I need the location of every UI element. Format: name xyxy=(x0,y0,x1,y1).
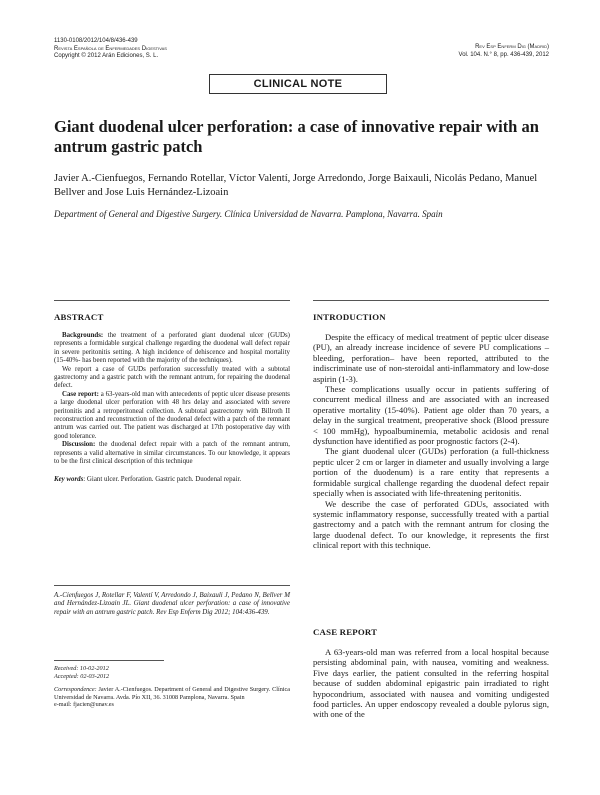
issn: 1130-0108/2012/104/8/436-439 xyxy=(54,38,138,44)
abstract-heading: ABSTRACT xyxy=(54,312,104,322)
meta-rule xyxy=(54,660,164,661)
abstract-report: We report a case of GUDs perforation successfully treated with a subtotal gastrectomy and a gastric patch with the remnant antrum, for repairing the duodenal defect. xyxy=(54,365,290,390)
volume-info: Vol. 104. N.° 8, pp. 436-439, 2012 xyxy=(458,51,549,58)
case-report-section xyxy=(313,627,549,720)
journal-name: Revista Española de Enfermedades Digestivas xyxy=(54,45,167,52)
citation: A.-Cienfuegos J, Rotellar F, Valentí V, Arredondo J, Baixauli J, Pedano N, Bellver M and Hernández-Lizoain JL. Giant duodenal ulcer perforation: a case of innovative repair with an antrum gastric patch. Rev Esp Enferm Dig 2012; 104:436-439. xyxy=(54,592,290,616)
introduction-top-rule xyxy=(313,300,549,301)
abstract-backgrounds: Backgrounds: the treatment of a perforated giant duodenal ulcer (GUDs) represents a formidable surgical challenge regarding the duodenal wall defect repair in severe peritonitis setting. A high incidence of dehiscence and hospital mortality (15-40%- has been reported with the majority of the techniques). xyxy=(54,332,290,365)
intro-paragraph-2: These complications usually occur in patients suffering of concurrent medical illness and are associated with an increased operative mortality (15-40%). Patient age older than 70 years, a delay in the surgical treatment, preoperative shock (Blood pressure < 100 mmHg), hypoalbuminemia, metabolic acidosis and renal dysfunction have identified as poor prognostic factors (2-4). xyxy=(313,384,549,447)
correspondence: Correspondence: Javier A.-Cienfuegos. Department of General and Digestive Surgery. Clínica Universidad de Navarra. Avda. Pío XII, 36. 31008 Pamplona, Navarra. Spain xyxy=(54,686,291,701)
abstract-body xyxy=(54,332,290,484)
intro-paragraph-4: We describe the case of perforated GDUs, associated with systemic inflammatory response, successfully treated with a partial gastrectomy and a patch with the remnant antrum for closing the large duodenal defect. To our knowledge, it represents the first clinical report with this technique. xyxy=(313,498,549,551)
affiliation: Department of General and Digestive Surgery. Clínica Universidad de Navarra. Pamplona, Navarra. Spain xyxy=(54,209,443,219)
introduction-body xyxy=(313,332,549,551)
authors: Javier A.-Cienfuegos, Fernando Rotellar, Víctor Valentí, Jorge Arredondo, Jorge Baixauli, Nicolás Pedano, Manuel Bellver and Jose Luis Hernández-Lizoain xyxy=(54,173,538,198)
article-title: Giant duodenal ulcer perforation: a case of innovative repair with an antrum gastric patch xyxy=(54,117,539,156)
copyright: Copyright © 2012 Arán Ediciones, S. L. xyxy=(54,53,159,59)
journal-header-right xyxy=(459,44,549,59)
introduction-section xyxy=(313,300,549,551)
keywords: Key words: Giant ulcer. Perforation. Gastric patch. Duodenal repair. xyxy=(54,475,242,483)
abstract-discussion: Discussion: the duodenal defect repair with a patch of the remnant antrum, represents a valid alternative in similar circumstances. To our knowledge, it appears to be the first clinical description of this technique xyxy=(54,441,290,466)
received-date: Received: 10-02-2012 xyxy=(54,665,109,672)
introduction-heading: INTRODUCTION xyxy=(313,312,386,322)
abstract-case: Case report: a 63-years-old man with antecedents of peptic ulcer disease presents a large duodenal ulcer perforation with 48 hrs delay and associated with severe peritonitis and a retroperitoneal collection. A subtotal gastrectomy with Billroth II reconstruction and reconstruction of the duodenal defect with a patch of the remnant antrum was carried out. The patient was discharged at 17th postoperative day with good tolerance. xyxy=(54,390,290,440)
journal-abbreviation: Rev Esp Enferm Dig (Madrid) xyxy=(475,44,549,50)
meta-block xyxy=(54,660,290,709)
intro-paragraph-3: The giant duodenal ulcer (GUDs) perforation (a full-thickness peptic ulcer 2 cm or larger in diameter and usually involving a large portion of the duodenum) is a rare entity that represents a formidable surgical challenge regarding the duodenal defect repair specially when is associated with life-threatening peritonitis. xyxy=(313,446,549,499)
case-report-heading: CASE REPORT xyxy=(313,627,378,637)
abstract-top-rule xyxy=(54,300,290,301)
abstract-section xyxy=(54,300,290,484)
accepted-date: Accepted: 02-03-2012 xyxy=(54,672,110,680)
citation-rule xyxy=(54,585,290,586)
citation-block xyxy=(54,585,290,617)
section-label: CLINICAL NOTE xyxy=(209,74,387,94)
case-paragraph-1: A 63-years-old man was referred from a local hospital because persisting abdominal pain, with nausea, vomiting and weakness. Five days earlier, the patient consulted in the referring hospital because of sudden abdominal epigastric pain irradiated to right hypocondrium, associated with nausea and vomiting undigested food particles. An upper endoscopy revealed a double pylorus sign, with one of the xyxy=(313,647,549,720)
journal-header-left xyxy=(54,38,167,61)
correspondence-email: e-mail: fjacien@unav.es xyxy=(54,701,114,709)
case-report-body xyxy=(313,647,549,720)
intro-paragraph-1: Despite the efficacy of medical treatment of peptic ulcer disease (PU), an already increase incidence of severe PU complications –bleeding, perforation– have been reported, attributed to the indiscriminate use of non-steroidal anti-inflammatory and low-dose aspirin (1-3). xyxy=(313,332,549,384)
